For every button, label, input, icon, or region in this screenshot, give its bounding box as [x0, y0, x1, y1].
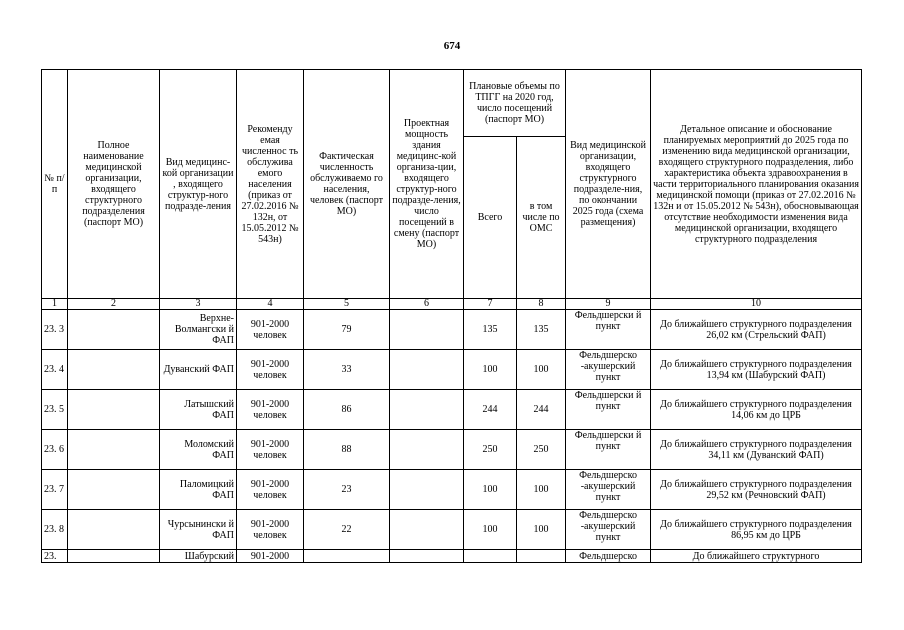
row-capacity: [390, 430, 464, 470]
header-description: Детальное описание и обоснование планируемых мероприятий до 2025 года по изменению вида медицинской организации, входящего структурного подразделения, либо характеристика объекта здравоохранения в части территориального планирования оказания медицинской помощи (приказ от 27.02.2016 № 132н и от 15.05.2012 № 543н), обосновывающая отсутствие необходимости изменения вида медицинской организации, входящего структурного подразделения: [651, 70, 862, 299]
row-recommended: 901-2000 человек: [237, 510, 304, 550]
row-description: [651, 310, 862, 350]
row-full-name: [68, 550, 160, 563]
description-text: До ближайшего структурного подразделения: [660, 358, 852, 370]
row-actual: 23: [304, 470, 390, 510]
row-type-2025: Фельдшерско -акушерский пункт: [566, 350, 651, 390]
row-type-2025: Фельдшерски й пункт: [566, 310, 651, 350]
description-text: До ближайшего структурного подразделения: [660, 318, 852, 330]
row-index: 23. 6: [42, 430, 68, 470]
row-actual: 22: [304, 510, 390, 550]
row-facility-name: Моломский ФАП: [160, 430, 237, 470]
row-oms: 244: [517, 390, 566, 430]
row-oms: 100: [517, 350, 566, 390]
row-actual: 86: [304, 390, 390, 430]
row-capacity: [390, 390, 464, 430]
row-oms: [517, 550, 566, 563]
row-type-2025: Фельдшерско -акушерский пункт: [566, 510, 651, 550]
header-total: Всего: [464, 137, 517, 299]
row-recommended: 901-2000 человек: [237, 390, 304, 430]
column-number: 2: [68, 299, 160, 310]
column-number: 5: [304, 299, 390, 310]
header-capacity: Проектная мощность здания медицинс-кой организа-ции, входящего структур-ного подразде-ления, число посещений в смену (паспорт МО): [390, 70, 464, 299]
page-number: 674: [443, 40, 461, 52]
description-distance: 13,94 км (Шабурский ФАП): [706, 369, 826, 381]
row-total: [464, 550, 517, 563]
column-number: 7: [464, 299, 517, 310]
description-distance: 86,95 км до ЦРБ: [731, 529, 801, 541]
row-type-2025: Фельдшерско: [566, 550, 651, 563]
description-distance: 34,11 км (Дуванский ФАП): [708, 449, 824, 461]
header-oms: в том числе по ОМС: [517, 137, 566, 299]
row-recommended: 901-2000 человек: [237, 310, 304, 350]
row-index: 23. 5: [42, 390, 68, 430]
column-number: 3: [160, 299, 237, 310]
column-number: 4: [237, 299, 304, 310]
row-total: 100: [464, 350, 517, 390]
table-row: [42, 470, 862, 510]
description-distance: 29,52 км (Речновский ФАП): [706, 489, 826, 501]
row-actual: 88: [304, 430, 390, 470]
row-full-name: [68, 510, 160, 550]
row-recommended: 901-2000: [237, 550, 304, 563]
row-total: 135: [464, 310, 517, 350]
header-actual: Фактическая численность обслуживаемо го населения, человек (паспорт МО): [304, 70, 390, 299]
row-capacity: [390, 470, 464, 510]
facilities-table: [41, 69, 862, 563]
row-full-name: [68, 350, 160, 390]
row-oms: 100: [517, 510, 566, 550]
row-facility-name: Дуванский ФАП: [160, 350, 237, 390]
row-recommended: 901-2000 человек: [237, 350, 304, 390]
description-distance: 26,02 км (Стрельский ФАП): [706, 329, 826, 341]
row-full-name: [68, 470, 160, 510]
row-capacity: [390, 350, 464, 390]
row-total: 244: [464, 390, 517, 430]
row-description: [651, 390, 862, 430]
column-number: 6: [390, 299, 464, 310]
table-row: [42, 350, 862, 390]
description-text: До ближайшего структурного подразделения: [660, 478, 852, 490]
row-total: 100: [464, 510, 517, 550]
table-row: [42, 510, 862, 550]
row-full-name: [68, 310, 160, 350]
row-actual: 79: [304, 310, 390, 350]
row-actual: 33: [304, 350, 390, 390]
row-oms: 100: [517, 470, 566, 510]
row-type-2025: Фельдшерски й пункт: [566, 390, 651, 430]
column-number: 8: [517, 299, 566, 310]
row-index: 23. 7: [42, 470, 68, 510]
table-row-partial: [42, 550, 862, 563]
header-num: № п/п: [42, 70, 68, 299]
row-description: [651, 430, 862, 470]
row-total: 250: [464, 430, 517, 470]
row-capacity: [390, 510, 464, 550]
row-facility-name: Шабурский: [160, 550, 237, 563]
table-row: [42, 430, 862, 470]
row-capacity: [390, 310, 464, 350]
header-planned: Плановые объемы по ТПГГ на 2020 год, число посещений (паспорт МО): [464, 70, 566, 137]
row-oms: 250: [517, 430, 566, 470]
row-index: 23. 4: [42, 350, 68, 390]
row-type-2025: Фельдшерски й пункт: [566, 430, 651, 470]
description-distance: 14,06 км до ЦРБ: [731, 409, 801, 421]
column-number: 1: [42, 299, 68, 310]
row-oms: 135: [517, 310, 566, 350]
column-number-row: [42, 299, 862, 310]
column-number: 9: [566, 299, 651, 310]
description-text: До ближайшего структурного подразделения: [660, 518, 852, 530]
row-index: 23.: [42, 550, 68, 563]
table-row: [42, 310, 862, 350]
header-row-1: [42, 70, 862, 137]
row-recommended: 901-2000 человек: [237, 470, 304, 510]
table-row: [42, 390, 862, 430]
row-facility-name: Чурсынински й ФАП: [160, 510, 237, 550]
row-full-name: [68, 390, 160, 430]
header-full-name: Полное наименование медицинской организации, входящего структурного подразделения (паспорт МО): [68, 70, 160, 299]
row-description: [651, 350, 862, 390]
row-type-2025: Фельдшерско -акушерский пункт: [566, 470, 651, 510]
row-facility-name: Латышский ФАП: [160, 390, 237, 430]
row-facility-name: Паломицкий ФАП: [160, 470, 237, 510]
header-recommended: Рекоменду емая численнос ть обслужива емого населения (приказ от 27.02.2016 № 132н, от 15.05.2012 № 543н): [237, 70, 304, 299]
header-type: Вид медицинс-кой организации , входящего структур-ного подразде-ления: [160, 70, 237, 299]
row-description: [651, 470, 862, 510]
description-text: До ближайшего структурного подразделения: [660, 438, 852, 450]
row-total: 100: [464, 470, 517, 510]
header-type-2025: Вид медицинской организации, входящего структурного подразделе-ния, по окончании 2025 года (схема размещения): [566, 70, 651, 299]
row-index: 23. 3: [42, 310, 68, 350]
row-recommended: 901-2000 человек: [237, 430, 304, 470]
row-description: До ближайшего структурного: [651, 550, 862, 563]
row-facility-name: Верхне-Волмангски й ФАП: [160, 310, 237, 350]
column-number: 10: [651, 299, 862, 310]
row-index: 23. 8: [42, 510, 68, 550]
row-full-name: [68, 430, 160, 470]
row-capacity: [390, 550, 464, 563]
row-description: [651, 510, 862, 550]
row-actual: [304, 550, 390, 563]
description-text: До ближайшего структурного подразделения: [660, 398, 852, 410]
